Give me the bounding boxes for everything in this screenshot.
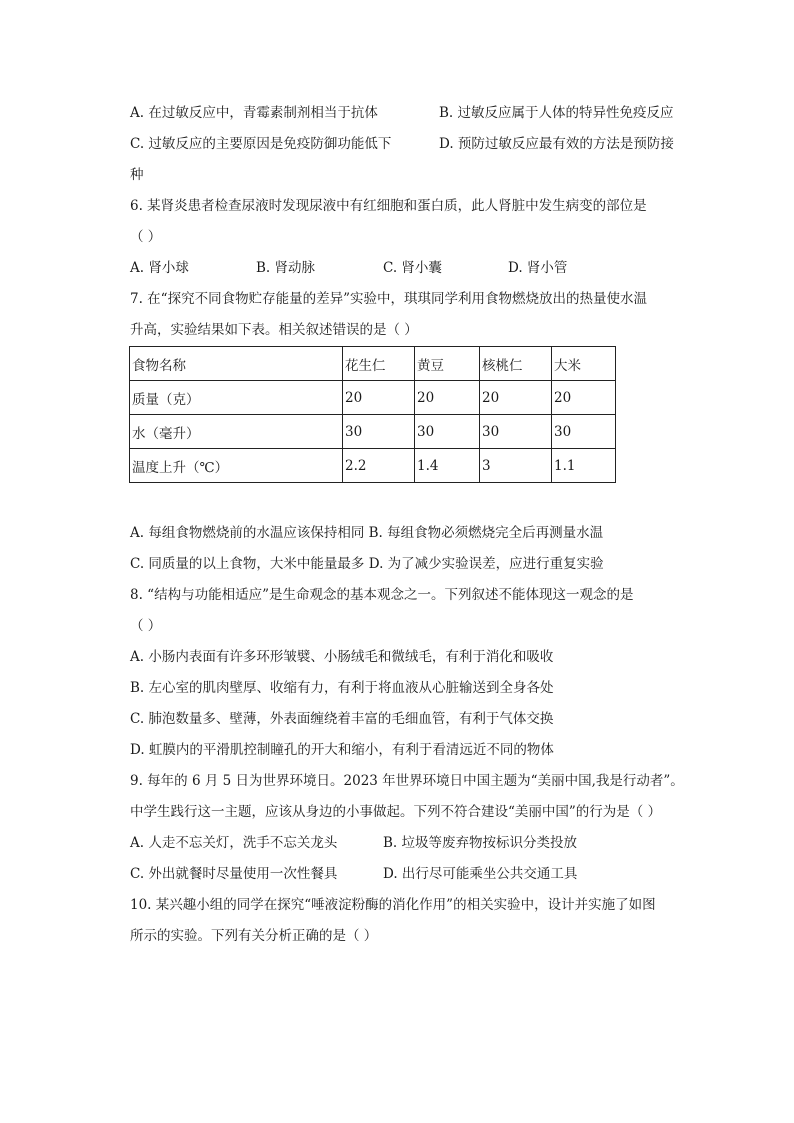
table-header-row	[130, 347, 616, 381]
table-cell: 2.2	[343, 449, 415, 483]
table-cell: 30	[552, 415, 616, 449]
table-cell: 1.1	[552, 449, 616, 483]
q6-option-b: B. 肾动脉	[256, 260, 316, 276]
table-header-cell: 花生仁	[343, 347, 415, 381]
table-row	[130, 381, 616, 415]
table-cell: 质量（克）	[130, 381, 343, 415]
q9-stem-line2: 中学生践行这一主题，应该从身边的小事做起。下列不符合建设“美丽中国”的行为是（ ）	[130, 804, 662, 820]
q5-option-b: B. 过敏反应属于人体的特异性免疫反应	[439, 105, 674, 121]
q5-option-d: D. 预防过敏反应最有效的方法是预防接	[439, 136, 674, 152]
q7-options-cd: C. 同质量的以上食物，大米中能量最多 D. 为了减少实验误差，应进行重复实验	[130, 556, 604, 572]
q8-option-c: C. 肺泡数量多、壁薄，外表面缠绕着丰富的毛细血管，有利于气体交换	[130, 711, 554, 727]
table-cell: 水（毫升）	[130, 415, 343, 449]
q9-option-d: D. 出行尽可能乘坐公共交通工具	[383, 866, 578, 882]
q9-option-c: C. 外出就餐时尽量使用一次性餐具	[130, 866, 338, 882]
table-cell: 20	[343, 381, 415, 415]
table-cell: 30	[343, 415, 415, 449]
table-header-cell: 核桃仁	[480, 347, 552, 381]
food-energy-table	[129, 346, 616, 483]
q8-option-d: D. 虹膜内的平滑肌控制瞳孔的开大和缩小，有利于看清远近不同的物体	[130, 742, 554, 758]
q8-stem: 8. “结构与功能相适应”是生命观念的基本观念之一。下列叙述不能体现这一观念的是	[130, 587, 634, 603]
table-row	[130, 415, 616, 449]
q6-stem: 6. 某肾炎患者检查尿液时发现尿液中有红细胞和蛋白质，此人肾脏中发生病变的部位是	[130, 198, 647, 214]
table-cell: 20	[415, 381, 480, 415]
q9-option-a: A. 人走不忘关灯，洗手不忘关龙头	[130, 835, 338, 851]
table-header-cell: 食物名称	[130, 347, 343, 381]
table-cell: 30	[415, 415, 480, 449]
q6-option-c: C. 肾小囊	[383, 260, 442, 276]
q10-stem-line1: 10. 某兴趣小组的同学在探究“唾液淀粉酶的消化作用”的相关实验中，设计并实施了如图	[130, 897, 656, 913]
table-header-cell: 黄豆	[415, 347, 480, 381]
table-header-cell: 大米	[552, 347, 616, 381]
table-cell: 20	[552, 381, 616, 415]
q6-option-a: A. 肾小球	[130, 260, 189, 276]
q6-answer-paren: （ ）	[130, 229, 162, 245]
table-cell: 温度上升（℃）	[130, 449, 343, 483]
q5-option-a: A. 在过敏反应中，青霉素制剂相当于抗体	[130, 105, 378, 121]
q7-stem-line2: 升高，实验结果如下表。相关叙述错误的是（ ）	[130, 322, 418, 338]
table-cell: 30	[480, 415, 552, 449]
q9-option-b: B. 垃圾等废弃物按标识分类投放	[383, 835, 578, 851]
table-cell: 1.4	[415, 449, 480, 483]
table-cell: 20	[480, 381, 552, 415]
q7-options-ab: A. 每组食物燃烧前的水温应该保持相同 B. 每组食物必须燃烧完全后再测量水温	[130, 525, 604, 541]
q8-option-a: A. 小肠内表面有许多环形皱襞、小肠绒毛和微绒毛，有利于消化和吸收	[130, 649, 554, 665]
q8-option-b: B. 左心室的肌肉壁厚、收缩有力，有利于将血液从心脏输送到全身各处	[130, 680, 554, 696]
table-cell: 3	[480, 449, 552, 483]
q5-option-d-continued: 种	[130, 167, 144, 183]
q8-answer-paren: （ ）	[130, 618, 162, 634]
q5-option-c: C. 过敏反应的主要原因是免疫防御功能低下	[130, 136, 392, 152]
q10-stem-line2: 所示的实验。下列有关分析正确的是（ ）	[130, 928, 378, 944]
q9-stem-line1: 9. 每年的 6 月 5 日为世界环境日。2023 年世界环境日中国主题为“美丽中国,我是行动者”。	[130, 773, 684, 789]
q6-option-d: D. 肾小管	[508, 260, 568, 276]
table-row	[130, 449, 616, 483]
q7-stem-line1: 7. 在“探究不同食物贮存能量的差异”实验中，琪琪同学利用食物燃烧放出的热量使水温	[130, 291, 647, 307]
